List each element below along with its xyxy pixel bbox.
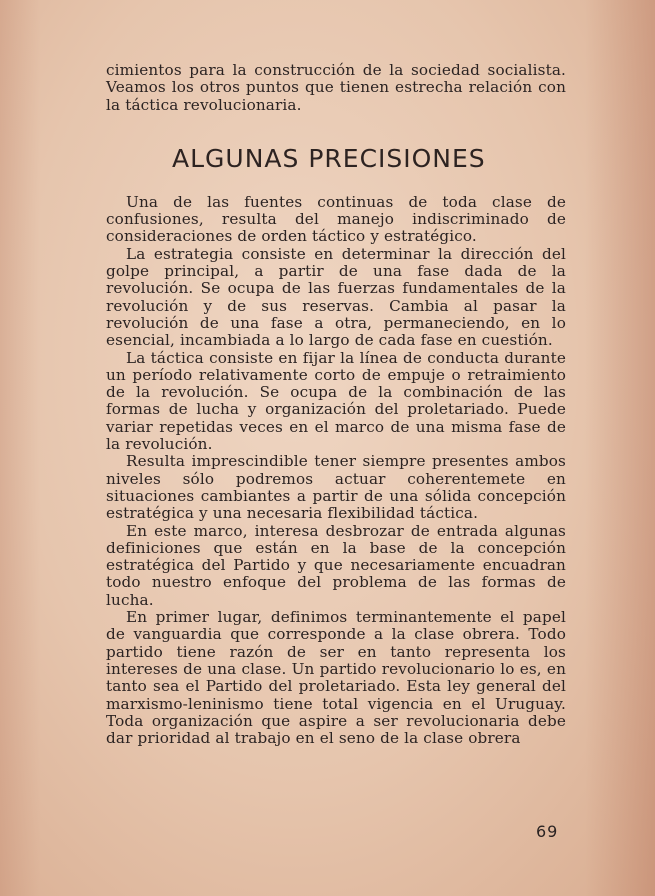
paragraph-1: Una de las fuentes continuas de toda clase de confusiones, resulta del manejo indiscriminado de consideraciones de orden táctico y estratégico. xyxy=(106,192,566,246)
paragraph-6: En primer lugar, definimos terminantemente el papel de vanguardia que corresponde a la clase obrera. Todo partido tiene razón de ser en tanto representa los intereses de una clase. Un partido revolucionario lo es, en tanto sea el Partido del proletariado. Esta ley general del marxismo-leninismo tiene total vigencia en el Uruguay. Toda organización que aspire a ser revolucionaria debe dar prioridad al trabajo en el seno de la clase obrera xyxy=(106,608,566,748)
section-heading: ALGUNAS PRECISIONES xyxy=(172,143,486,173)
paragraph-5: En este marco, interesa desbrozar de entrada algunas definiciones que están en la base de la concepción estratégica del Partido y que necesariamente encuadran todo nuestro enfoque del problema de las formas de lucha. xyxy=(106,521,566,609)
section-body xyxy=(106,194,566,748)
page-left-shadow xyxy=(0,0,40,896)
page-edge-shadow xyxy=(585,0,655,896)
paragraph-2: La estrategia consiste en determinar la dirección del golpe principal, a partir de una fase dada de la revolución. Se ocupa de las fuerzas fundamentales de la revolución y de sus reservas. Cambia al pasar la revolución de una fase a otra, permaneciendo, en lo esencial, incambiada a lo largo de cada fase en cuestión. xyxy=(106,244,566,350)
intro-paragraph: cimientos para la construcción de la sociedad socialista. Veamos los otros puntos que tienen estrecha relación con la táctica revolucionaria. xyxy=(106,61,566,114)
book-page xyxy=(106,62,566,747)
paragraph-3: La táctica consiste en fijar la línea de conducta durante un período relativamente corto de empuje o retraimiento de la revolución. Se ocupa de la combinación de las formas de lucha y organización del proletariado. Puede variar repetidas veces en el marco de una misma fase de la revolución. xyxy=(106,348,566,454)
paragraph-4: Resulta imprescindible tener siempre presentes ambos niveles sólo podremos actuar coherentemete en situaciones cambiantes a partir de una sólida concepción estratégica y una necesaria flexibilidad táctica. xyxy=(106,452,566,523)
page-number: 69 xyxy=(536,822,559,841)
